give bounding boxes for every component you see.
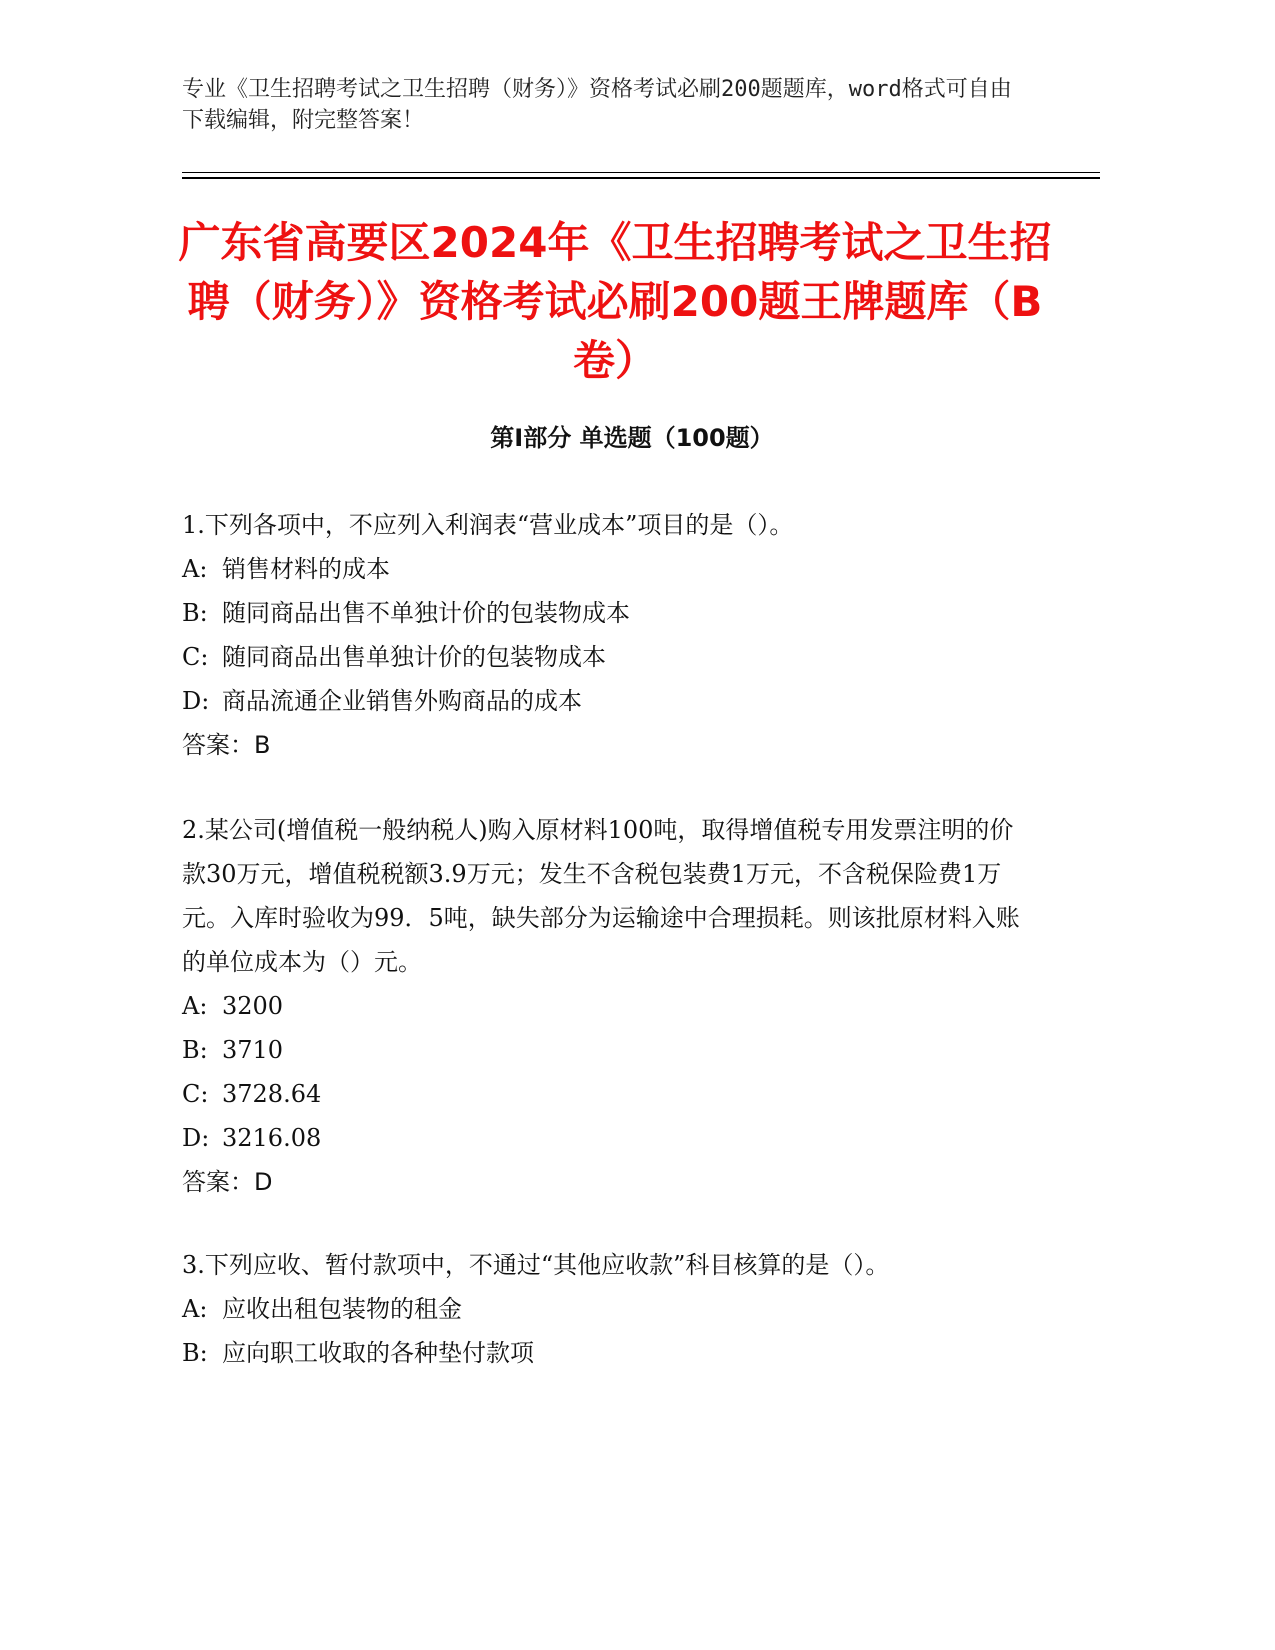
option-text: 随同商品出售不单独计价的包装物成本: [222, 599, 630, 627]
option-letter: B:: [182, 599, 208, 627]
section-title: 第I部分 单选题（100题）: [490, 424, 774, 452]
question-2: [182, 808, 1022, 1204]
question-1: [182, 503, 1022, 767]
option-text: 商品流通企业销售外购商品的成本: [222, 687, 582, 715]
option-letter: A:: [182, 1295, 208, 1323]
question-stem: 3.下列应收、暂付款项中，不通过“其他应收款”科目核算的是（）。: [182, 1251, 890, 1279]
option-b: [182, 591, 1022, 635]
option-letter: C:: [182, 1080, 209, 1108]
option-letter: D:: [182, 687, 210, 715]
option-letter: B:: [182, 1036, 208, 1064]
question-stem: 2.某公司(增值税一般纳税人)购入原材料100吨，取得增值税专用发票注明的价款30万元，增值税税额3.9万元；发生不含税包装费1万元，不含税保险费1万元。入库时验收为99．5吨，缺失部分为运输途中合理损耗。则该批原材料入账的单位成本为（）元。: [182, 816, 1020, 976]
header-rule-thin: [182, 172, 1100, 173]
option-a: [182, 984, 1022, 1028]
option-text: 3216.08: [222, 1124, 322, 1152]
header-rule-thick: [182, 177, 1100, 179]
option-text: 随同商品出售单独计价的包装物成本: [222, 643, 606, 671]
option-letter: A:: [182, 992, 208, 1020]
document-title: 广东省高要区2024年《卫生招聘考试之卫生招聘（财务）》资格考试必刷200题王牌题库（B卷）: [178, 218, 1052, 385]
option-d: [182, 1116, 1022, 1160]
option-a: [182, 547, 1022, 591]
option-a: [182, 1287, 1022, 1331]
answer: 答案：D: [182, 1168, 273, 1196]
option-text: 3710: [222, 1036, 284, 1064]
header-note: 专业《卫生招聘考试之卫生招聘（财务）》资格考试必刷200题题库，word格式可自由下载编辑，附完整答案！: [182, 77, 1012, 133]
option-b: [182, 1331, 1022, 1375]
option-c: [182, 635, 1022, 679]
option-letter: B:: [182, 1339, 208, 1367]
option-text: 应向职工收取的各种垫付款项: [222, 1339, 534, 1367]
option-text: 3200: [222, 992, 284, 1020]
option-c: [182, 1072, 1022, 1116]
question-3: [182, 1243, 1022, 1375]
answer: 答案：B: [182, 731, 271, 759]
option-letter: A:: [182, 555, 208, 583]
option-text: 3728.64: [222, 1080, 322, 1108]
option-text: 应收出租包装物的租金: [222, 1295, 462, 1323]
question-stem: 1.下列各项中，不应列入利润表“营业成本”项目的是（）。: [182, 511, 794, 539]
option-b: [182, 1028, 1022, 1072]
option-letter: D:: [182, 1124, 210, 1152]
option-d: [182, 679, 1022, 723]
option-text: 销售材料的成本: [222, 555, 390, 583]
option-letter: C:: [182, 643, 209, 671]
